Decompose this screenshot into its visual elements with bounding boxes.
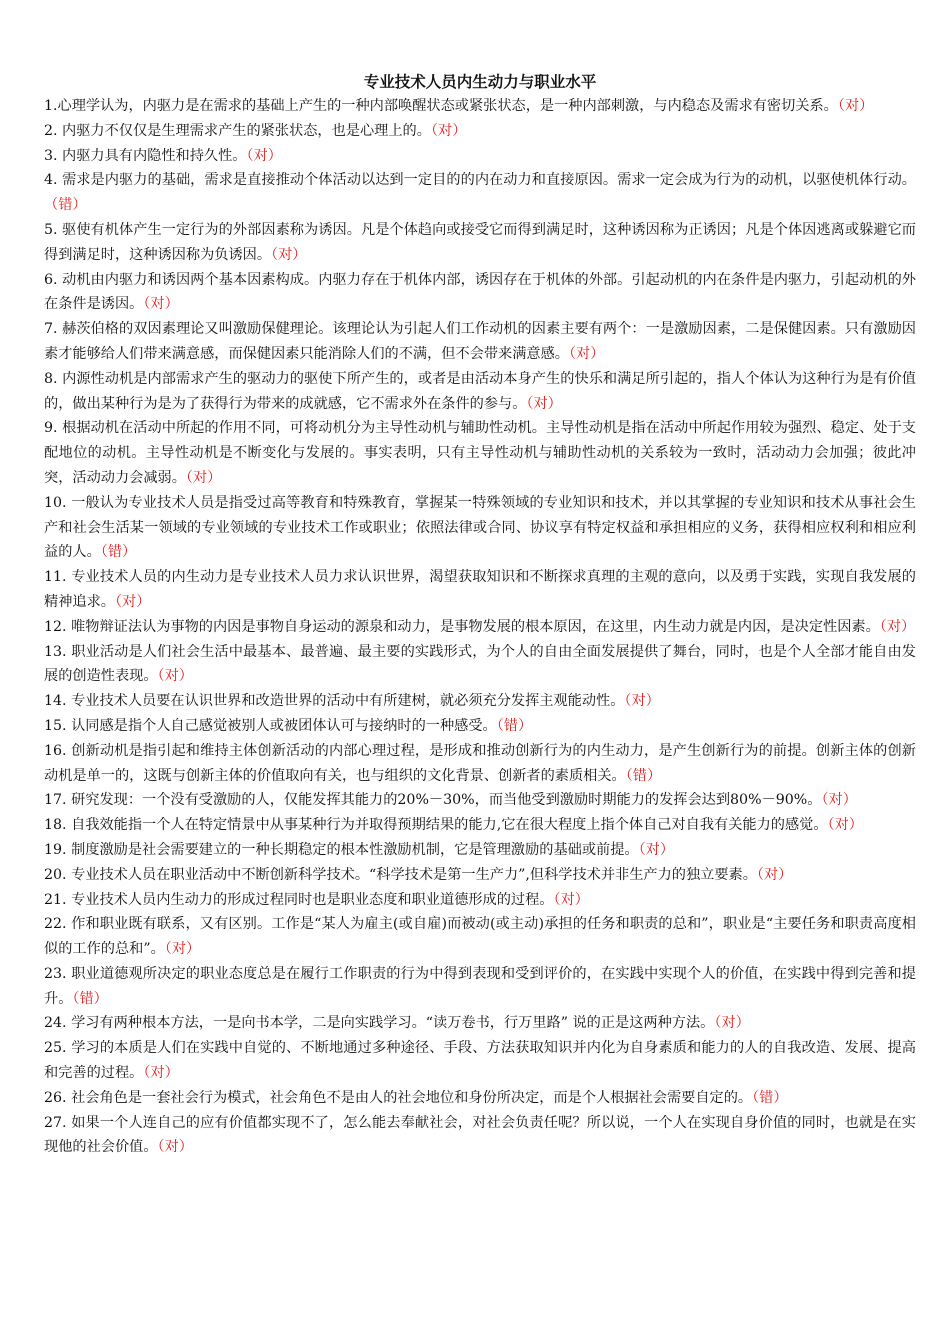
question-item <box>44 491 916 565</box>
question-item <box>44 268 916 318</box>
question-text: 1.心理学认为，内驱力是在需求的基础上产生的一种内部唤醒状态或紧张状态，是一种内部刺激，与内稳态及需求有密切关系。 <box>44 98 838 114</box>
document-title: 专业技术人员内生动力与职业水平 <box>363 72 597 91</box>
answer-mark: （错） <box>625 767 662 784</box>
question-text: 22. 作和职业既有联系，又有区别。工作是“某人为雇主(或自雇)而被动(或主动)承担的任务和职责的总和”，职业是“主要任务和职责高度相似的工作的总和”。 <box>44 916 916 958</box>
answer-mark: （对） <box>157 668 193 685</box>
answer-mark: （对） <box>143 296 179 313</box>
question-item <box>44 144 916 169</box>
question-item <box>44 689 916 714</box>
answer-mark: （对） <box>114 593 151 610</box>
answer-mark: （错） <box>72 990 108 1007</box>
answer-mark: （对） <box>756 866 793 883</box>
answer-mark: （对） <box>837 98 874 114</box>
question-item <box>44 813 916 838</box>
question-text: 8. 内源性动机是内部需求产生的驱动力的驱使下所产生的，或者是由活动本身产生的快乐和满足所引起的，指人个体认为这种行为是有价值的，做出某种行为是为了获得行为带来的成就感，它不需求外在条件的参与。 <box>44 370 916 412</box>
answer-mark: （对） <box>164 941 201 958</box>
question-item <box>44 94 916 119</box>
answer-mark: （对） <box>638 841 675 858</box>
question-text: 12. 唯物辩证法认为事物的内因是事物自身运动的源泉和动力，是事物发展的根本原因，在这里，内生动力就是内因，是决定性因素。 <box>44 618 880 635</box>
answer-mark: （错） <box>44 197 87 214</box>
answer-mark: （对） <box>827 817 863 834</box>
answer-mark: （对） <box>879 618 916 635</box>
question-text: 25. 学习的本质是人们在实践中自觉的、不断地通过多种途径、手段、方法获取知识并内化为自身素质和能力的人的自我改造、发展、提高和完善的过程。 <box>44 1040 916 1082</box>
question-item <box>44 168 916 218</box>
question-text: 14. 专业技术人员要在认识世界和改造世界的活动中有所建树，就必须充分发挥主观能动性。 <box>44 693 625 710</box>
answer-mark: （对） <box>553 891 589 908</box>
question-text: 5. 驱使有机体产生一定行为的外部因素称为诱因。凡是个体趋向或接受它而得到满足时，这种诱因称为正诱因；凡是个体因逃离或躲避它而得到满足时，这种诱因称为负诱因。 <box>44 221 916 263</box>
question-text: 17. 研究发现：一个没有受激励的人，仅能发挥其能力的20%－30%，而当他受到激励时期能力的发挥会达到80%－90%。 <box>44 792 822 809</box>
question-text: 19. 制度激励是社会需要建立的一种长期稳定的根本性激励机制，它是管理激励的基础或前提。 <box>44 841 639 858</box>
question-text: 2. 内驱力不仅仅是生理需求产生的紧张状态，也是心理上的。 <box>44 122 431 139</box>
answer-mark: （对） <box>624 693 660 710</box>
question-item <box>44 565 916 615</box>
question-item <box>44 1036 916 1086</box>
answer-mark: （对） <box>185 469 222 486</box>
question-item <box>44 416 916 490</box>
question-item <box>44 863 916 888</box>
question-text: 13. 职业活动是人们社会生活中最基本、最普遍、最主要的实践形式，为个人的自由全面发展提供了舞台，同时，也是个人全部才能自由发展的创造性表现。 <box>44 643 916 685</box>
question-text: 4. 需求是内驱力的基础，需求是直接推动个体活动以达到一定目的的内在动力和直接原因。需求一定会成为行为的动机，以驱使机体行动。 <box>44 172 916 189</box>
answer-mark: （对） <box>526 395 562 412</box>
question-text: 24. 学习有两种根本方法，一是向书本学，二是向实践学习。“读万卷书，行万里路” 说的正是这两种方法。 <box>44 1015 715 1032</box>
question-text: 27. 如果一个人连自己的应有价值都实现不了，怎么能去奉献社会，对社会负责任呢？所以说，一个人在实现自身价值的同时，也就是在实现他的社会价值。 <box>44 1114 916 1156</box>
answer-mark: （对） <box>714 1015 750 1032</box>
question-item <box>44 1111 916 1161</box>
answer-mark: （对） <box>246 147 282 164</box>
question-text: 18. 自我效能指一个人在特定情景中从事某种行为并取得预期结果的能力,它在很大程度上指个体自己对自我有关能力的感觉。 <box>44 817 828 834</box>
answer-mark: （对） <box>157 1139 193 1156</box>
question-text: 9. 根据动机在活动中所起的作用不同，可将动机分为主导性动机与辅助性动机。主导性动机是指在活动中所起作用较为强烈、稳定、处于支配地位的动机。主导性动机是不断变化与发展的。事实表明，只有主导性动机与辅助性动机的关系较为一致时，活动动力会加强；彼此冲突，活动动力会减弱。 <box>44 420 916 486</box>
answer-mark: （错） <box>752 1089 788 1106</box>
question-item <box>44 367 916 417</box>
question-text: 16. 创新动机是指引起和维持主体创新活动的内部心理过程，是形成和推动创新行为的内生动力，是产生创新行为的前提。创新主体的创新动机是单一的，这既与创新主体的价值取向有关，也与组织的文化背景、创新者的素质相关。 <box>44 742 916 784</box>
document-page <box>44 70 916 1160</box>
answer-mark: （对） <box>430 122 467 139</box>
question-item <box>44 962 916 1012</box>
question-text: 23. 职业道德观所决定的职业态度总是在履行工作职责的行为中得到表现和受到评价的，在实践中实现个人的价值，在实践中得到完善和提升。 <box>44 965 916 1007</box>
answer-mark: （对） <box>568 345 605 362</box>
question-item <box>44 912 916 962</box>
question-item <box>44 888 916 913</box>
question-item <box>44 218 916 268</box>
answer-mark: （错） <box>100 544 137 561</box>
question-text: 6. 动机由内驱力和诱因两个基本因素构成。内驱力存在于机体内部，诱因存在于机体的外部。引起动机的内在条件是内驱力，引起动机的外在条件是诱因。 <box>44 271 916 313</box>
answer-mark: （对） <box>821 792 857 809</box>
question-text: 21. 专业技术人员内生动力的形成过程同时也是职业态度和职业道德形成的过程。 <box>44 891 554 908</box>
question-item <box>44 788 916 813</box>
question-text: 3. 内驱力具有内隐性和持久性。 <box>44 147 247 164</box>
question-item <box>44 640 916 690</box>
question-item <box>44 317 916 367</box>
question-text: 7. 赫茨伯格的双因素理论又叫激励保健理论。该理论认为引起人们工作动机的因素主要有两个：一是激励因素，二是保健因素。只有激励因素才能够给人们带来满意感，而保健因素只能消除人们的不满，但不会带来满意感。 <box>44 321 916 362</box>
question-text: 20. 专业技术人员在职业活动中不断创新科学技术。“科学技术是第一生产力”,但科学技术并非生产力的独立要素。 <box>44 866 757 883</box>
answer-mark: （对） <box>143 1065 179 1082</box>
question-text: 11. 专业技术人员的内生动力是专业技术人员力求认识世界，渴望获取知识和不断探求真理的主观的意向，以及勇于实践，实现自我发展的精神追求。 <box>44 569 916 610</box>
question-item <box>44 1086 916 1111</box>
question-item <box>44 714 916 739</box>
question-item <box>44 1011 916 1036</box>
question-item <box>44 739 916 789</box>
question-text: 15. 认同感是指个人自己感觉被别人或被团体认可与接纳时的一种感受。 <box>44 717 497 734</box>
question-item <box>44 119 916 144</box>
answer-mark: （对） <box>271 246 307 263</box>
question-text: 26. 社会角色是一套社会行为模式，社会角色不是由人的社会地位和身份所决定，而是个人根据社会需要自定的。 <box>44 1089 753 1106</box>
question-item <box>44 615 916 640</box>
question-text: 10. 一般认为专业技术人员是指受过高等教育和特殊教育，掌握某一特殊领域的专业知识和技术，并以其掌握的专业知识和技术从事社会生产和社会生活某一领域的专业领域的专业技术工作或职业；依照法律或合同、协议享有特定权益和承担相应的义务，获得相应权利和相应利益的人。 <box>44 494 916 561</box>
answer-mark: （错） <box>496 717 533 734</box>
question-item <box>44 838 916 863</box>
question-list <box>44 94 916 1160</box>
